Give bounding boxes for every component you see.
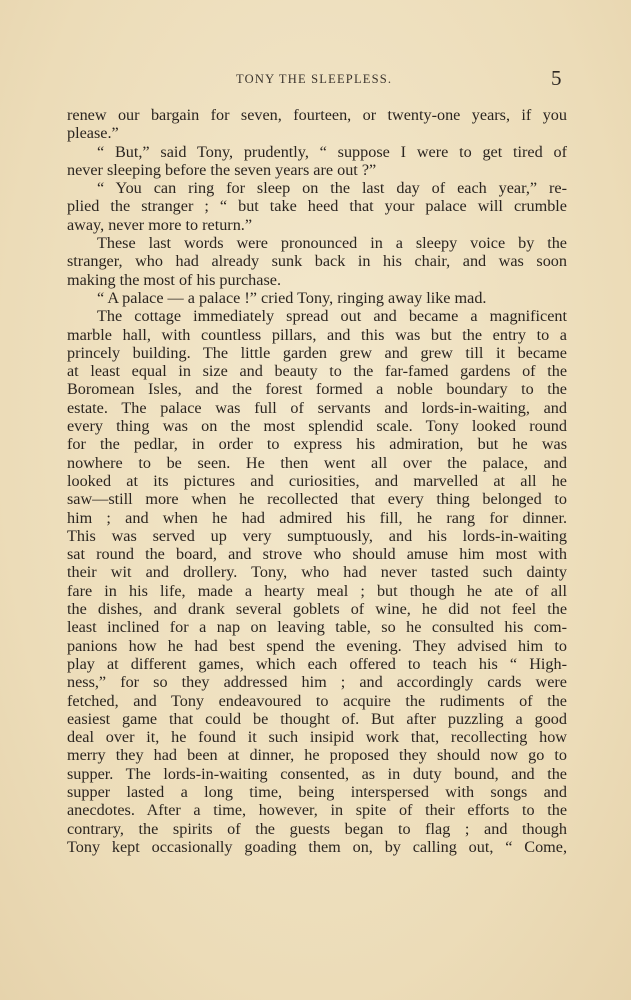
text-line: stranger, who had already sunk back in his chair, and was soon [67,252,567,271]
text-line: anecdotes. After a time, however, in spite of their efforts to the [67,801,567,820]
text-line: away, never more to return.” [67,215,253,234]
text-line: fetched, and Tony endeavoured to acquire the rudiments of the [67,691,567,710]
text-line: These last words were pronounced in a sleepy voice by the [97,234,567,253]
text-line: estate. The palace was full of servants and lords-in-waiting, and [67,398,567,417]
text-line: Tony kept occasionally goading them on, by calling out, “ Come, [67,837,567,856]
page-header [0,66,631,92]
text-line: nowhere to be seen. He then went all over the palace, and [67,453,567,472]
text-line: merry they had been at dinner, he proposed they should now go to [67,746,567,765]
text-line: the dishes, and drank several goblets of wine, he did not feel the [67,600,567,619]
text-line: ness,” for so they addressed him ; and accordingly cards were [67,673,567,692]
body-text [67,106,567,856]
text-line: making the most of his purchase. [67,270,281,289]
text-line: him ; and when he had admired his fill, he rang for dinner. [67,508,567,527]
text-line: sat round the board, and strove who should amuse him most with [67,545,567,564]
text-line: looked at its pictures and curiosities, and marvelled at all he [67,471,567,490]
text-line: Boromean Isles, and the forest formed a noble boundary to the [67,380,567,399]
text-line: saw—still more when he recollected that every thing belonged to [67,490,567,509]
text-line: marble hall, with countless pillars, and this was but the entry to a [67,325,567,344]
running-title: TONY THE SLEEPLESS. [236,72,393,86]
text-line: please.” [67,124,119,143]
text-line: contrary, the spirits of the guests began to flag ; and though [67,819,567,838]
text-line: for the pedlar, in order to express his admiration, but he was [67,435,567,454]
text-line: princely building. The little garden grew and grew till it became [67,343,567,362]
text-line: their wit and drollery. Tony, who had never tasted such dainty [67,563,567,582]
text-line: least inclined for a nap on leaving table, so he consulted his com- [67,618,567,637]
text-line: never sleeping before the seven years are out ?” [67,160,377,179]
text-line: at least equal in size and beauty to the far-famed gardens of the [67,362,567,381]
text-line: “ A palace — a palace !” cried Tony, ringing away like mad. [97,288,487,307]
text-line: “ You can ring for sleep on the last day of each year,” re- [97,179,567,198]
text-line: supper. The lords-in-waiting consented, as in duty bound, and the [67,764,567,783]
text-line: supper lasted a long time, being interspersed with songs and [67,782,567,801]
text-line: This was served up very sumptuously, and his lords-in-waiting [67,526,567,545]
text-line: plied the stranger ; “ but take heed that your palace will crumble [67,197,567,216]
text-line: panions how he had best spend the evening. They advised him to [67,636,567,655]
page-number: 5 [551,66,562,90]
text-line: “ But,” said Tony, prudently, “ suppose I were to get tired of [97,142,567,161]
text-line: every thing was on the most splendid scale. Tony looked round [67,417,567,436]
text-line: easiest game that could be thought of. But after puzzling a good [67,709,567,728]
text-line: The cottage immediately spread out and became a magnificent [97,307,567,326]
text-line: renew our bargain for seven, fourteen, or twenty-one years, if you [67,106,567,124]
text-line: fare in his life, made a hearty meal ; but though he ate of all [67,581,567,600]
text-line: play at different games, which each offered to teach his “ High- [67,654,567,673]
text-line: deal over it, he found it such insipid work that, recollecting how [67,728,567,747]
